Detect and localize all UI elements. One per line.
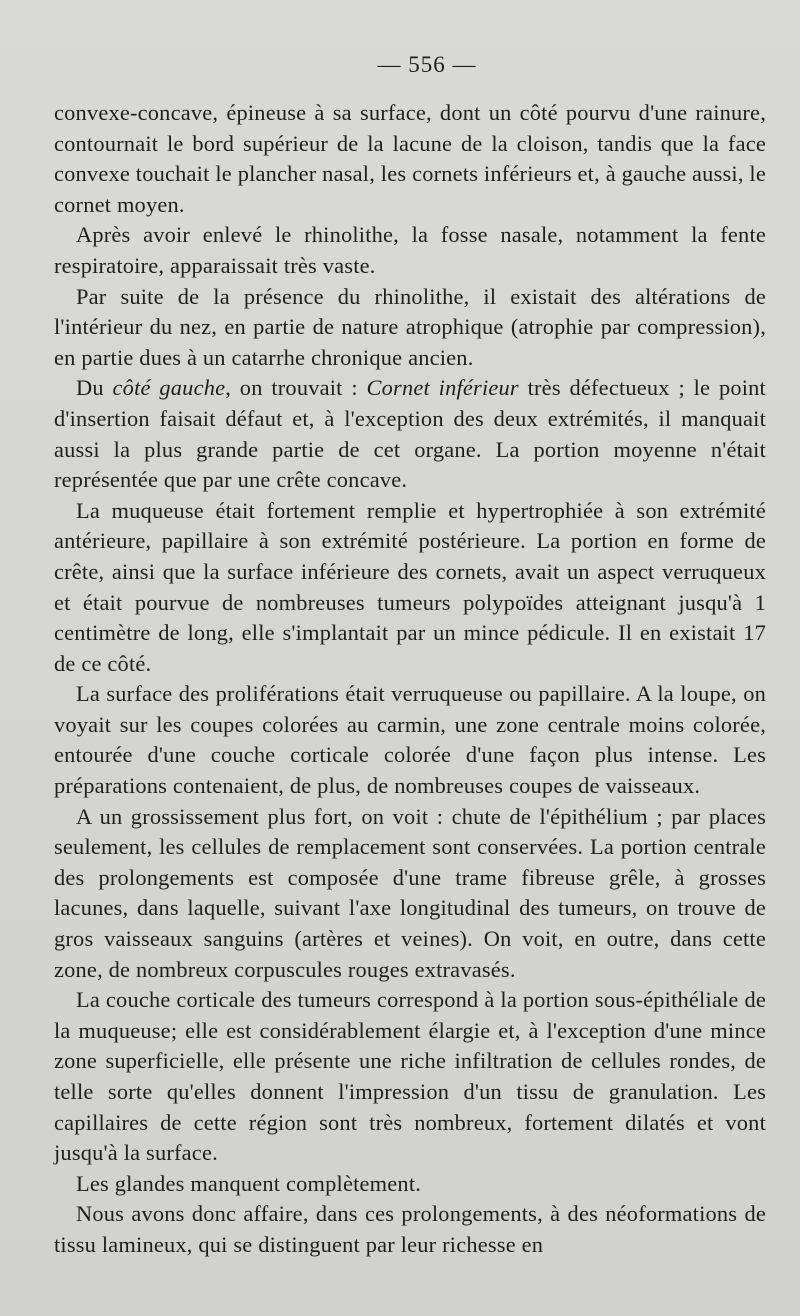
paragraph xyxy=(54,802,766,986)
paragraph xyxy=(54,98,766,220)
paragraph xyxy=(54,985,766,1169)
text-segment: A un grossissement plus fort, on voit : chute de l'épithélium ; par places seulement, les cellules de remplacement sont conservées. La portion centrale des prolongements est composée d'une trame fibreuse grêle, à grosses lacunes, dans laquelle, suivant l'axe longitudinal des tumeurs, on trouve de gros vaisseaux sanguins (artères et veines). On voit, en outre, dans cette zone, de nombreux corpuscules rouges extravasés. xyxy=(54,803,766,982)
paragraph xyxy=(54,496,766,680)
text-segment: , on trouvait : xyxy=(225,375,367,401)
text-segment: La couche corticale des tumeurs correspond à la portion sous-épithéliale de la muqueuse; elle est considérablement élargie et, à l'exception d'une mince zone superficielle, elle présente une riche infiltration de cellules rondes, de telle sorte qu'elles donnent l'impression d'un tissu de granulation. Les capillaires de cette région sont très nombreux, fortement dilatés et vont jusqu'à la surface. xyxy=(54,987,766,1166)
text-segment: La surface des proliférations était verruqueuse ou papillaire. A la loupe, on voyait sur les coupes colorées au carmin, une zone centrale moins colorée, entourée d'une couche corticale colorée d'une façon plus intense. Les préparations contenaient, de plus, de nombreuses coupes de vaisseaux. xyxy=(54,681,766,799)
paragraph xyxy=(54,282,766,374)
page-number: — 556 — xyxy=(377,52,477,77)
text-segment: Par suite de la présence du rhinolithe, il existait des altérations de l'intérieur du nez, en partie de nature atrophique (atrophie par compression), en partie dues à un catarrhe chronique ancien. xyxy=(54,283,766,370)
paragraph xyxy=(54,1199,766,1260)
text-segment: Après avoir enlevé le rhinolithe, la fosse nasale, notamment la fente respiratoire, apparaissait très vaste. xyxy=(54,222,766,278)
text-segment: Les glandes manquent complètement. xyxy=(76,1170,422,1196)
text-segment: très défectueux ; le point d'insertion faisait défaut et, à l'exception des deux extrémités, il manquait aussi la plus grande partie de cet organe. La portion moyenne n'était représentée que par une crête concave. xyxy=(54,375,766,493)
italic-text: Cornet inférieur xyxy=(366,375,519,401)
text-segment: La muqueuse était fortement remplie et hypertrophiée à son extrémité antérieure, papillaire à son extrémité postérieure. La portion en forme de crête, ainsi que la surface inférieure des cornets, avait un aspect verruqueux et était pourvue de nombreuses tumeurs polypoïdes atteignant jusqu'à 1 centimètre de long, elle s'implantait par un mince pédicule. Il en existait 17 de ce côté. xyxy=(54,497,766,676)
text-segment: Nous avons donc affaire, dans ces prolongements, à des néoformations de tissu lamineux, qui se distinguent par leur richesse en xyxy=(54,1201,766,1257)
paragraph xyxy=(54,1169,766,1200)
italic-text: côté gauche xyxy=(112,375,226,401)
paragraph xyxy=(54,679,766,801)
text-segment: convexe-concave, épineuse à sa surface, dont un côté pourvu d'une rainure, contournait le bord supérieur de la lacune de la cloison, tandis que la face convexe touchait le plancher nasal, les cornets inférieurs et, à gauche aussi, le cornet moyen. xyxy=(54,100,766,217)
text-segment: Du xyxy=(76,375,113,401)
paragraph xyxy=(54,220,766,281)
paragraph xyxy=(54,373,766,495)
body-text xyxy=(54,98,766,1261)
